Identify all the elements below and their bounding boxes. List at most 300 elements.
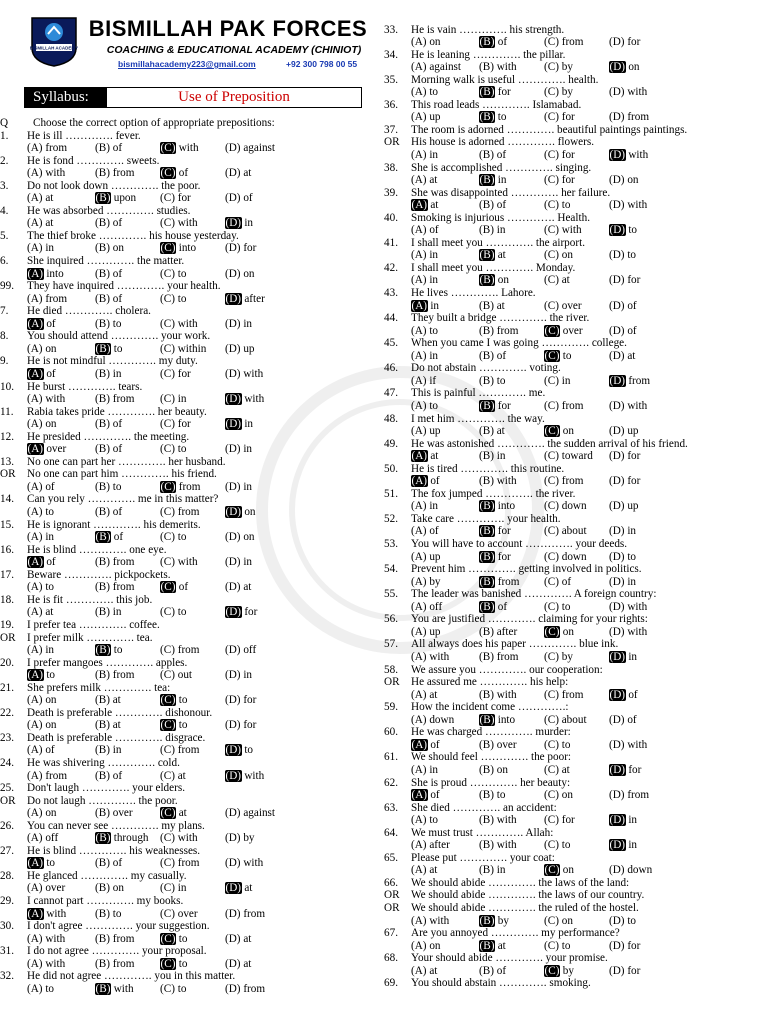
option-c[interactable] bbox=[160, 857, 199, 870]
option-b[interactable] bbox=[95, 606, 121, 619]
option-c[interactable] bbox=[160, 343, 206, 356]
option-c[interactable] bbox=[544, 764, 570, 777]
option-a[interactable] bbox=[27, 293, 67, 306]
option-a[interactable] bbox=[411, 375, 436, 388]
option-c[interactable] bbox=[160, 531, 186, 544]
option-b[interactable] bbox=[479, 274, 509, 287]
option-c[interactable] bbox=[160, 719, 187, 732]
option-b[interactable] bbox=[479, 61, 517, 74]
option-d[interactable] bbox=[609, 965, 640, 978]
option-word: for bbox=[624, 964, 641, 977]
option-d[interactable] bbox=[225, 217, 253, 230]
option-b[interactable] bbox=[95, 393, 134, 406]
option-a[interactable] bbox=[411, 525, 439, 538]
option-c[interactable] bbox=[160, 506, 199, 519]
question-text: No one can part her …………. her husband. bbox=[27, 455, 226, 468]
option-d[interactable] bbox=[225, 268, 255, 281]
option-a[interactable] bbox=[27, 669, 55, 682]
option-c[interactable] bbox=[160, 933, 187, 946]
option-a[interactable] bbox=[411, 839, 450, 852]
option-b[interactable] bbox=[479, 601, 507, 614]
option-a[interactable] bbox=[411, 86, 438, 99]
option-d[interactable] bbox=[609, 789, 649, 802]
option-word: at bbox=[494, 249, 506, 262]
option-c[interactable] bbox=[544, 249, 573, 262]
option-c[interactable] bbox=[544, 576, 571, 589]
option-word: at bbox=[42, 606, 54, 619]
option-c[interactable] bbox=[160, 744, 199, 757]
option-b[interactable] bbox=[95, 770, 122, 783]
option-b[interactable] bbox=[479, 651, 518, 664]
option-c[interactable] bbox=[544, 551, 587, 564]
option-a[interactable] bbox=[27, 908, 66, 921]
option-c[interactable] bbox=[160, 418, 191, 431]
option-c[interactable] bbox=[160, 142, 199, 155]
option-a[interactable] bbox=[411, 576, 441, 589]
option-a[interactable] bbox=[411, 651, 449, 664]
syllabus-bar bbox=[24, 87, 362, 108]
option-c[interactable] bbox=[160, 958, 187, 971]
option-b[interactable] bbox=[95, 268, 122, 281]
option-a[interactable] bbox=[27, 807, 57, 820]
option-a[interactable] bbox=[411, 714, 454, 727]
option-d[interactable] bbox=[609, 651, 637, 664]
option-b[interactable] bbox=[95, 443, 122, 456]
option-letter: (C) bbox=[544, 964, 560, 977]
option-d[interactable] bbox=[225, 719, 256, 732]
option-word: in bbox=[174, 882, 187, 895]
option-d[interactable] bbox=[609, 111, 649, 124]
option-b[interactable] bbox=[95, 581, 134, 594]
option-c[interactable] bbox=[544, 199, 570, 212]
option-a[interactable] bbox=[411, 274, 438, 287]
option-b[interactable] bbox=[95, 217, 122, 230]
option-d[interactable] bbox=[609, 689, 638, 702]
option-b[interactable] bbox=[95, 481, 121, 494]
option-d[interactable] bbox=[225, 318, 252, 331]
option-b[interactable] bbox=[479, 325, 518, 338]
option-letter: (C) bbox=[160, 418, 175, 431]
option-c[interactable] bbox=[544, 739, 570, 752]
option-c[interactable] bbox=[160, 293, 186, 306]
option-d[interactable] bbox=[225, 192, 253, 205]
option-b[interactable] bbox=[95, 343, 122, 356]
option-c[interactable] bbox=[544, 400, 583, 413]
option-c[interactable] bbox=[544, 651, 573, 664]
option-b[interactable] bbox=[95, 293, 122, 306]
option-d[interactable] bbox=[225, 506, 256, 519]
option-a[interactable] bbox=[411, 940, 441, 953]
option-b[interactable] bbox=[479, 36, 507, 49]
option-a[interactable] bbox=[27, 192, 53, 205]
option-d[interactable] bbox=[225, 983, 265, 996]
option-c[interactable] bbox=[544, 61, 573, 74]
option-a[interactable] bbox=[411, 174, 437, 187]
option-b[interactable] bbox=[479, 764, 508, 777]
option-a[interactable] bbox=[27, 832, 58, 845]
option-a[interactable] bbox=[411, 350, 438, 363]
option-b[interactable] bbox=[479, 714, 515, 727]
option-b[interactable] bbox=[95, 933, 134, 946]
option-a[interactable] bbox=[411, 425, 441, 438]
option-d[interactable] bbox=[225, 694, 256, 707]
option-c[interactable] bbox=[160, 908, 198, 921]
option-a[interactable] bbox=[411, 325, 438, 338]
option-c[interactable] bbox=[544, 500, 587, 513]
option-c[interactable] bbox=[544, 300, 582, 313]
option-c[interactable] bbox=[160, 318, 198, 331]
option-d[interactable] bbox=[609, 764, 641, 777]
option-d[interactable] bbox=[225, 908, 265, 921]
option-d[interactable] bbox=[609, 249, 636, 262]
option-c[interactable] bbox=[544, 714, 587, 727]
option-a[interactable] bbox=[27, 242, 54, 255]
option-d[interactable] bbox=[609, 425, 639, 438]
option-a[interactable] bbox=[411, 300, 439, 313]
option-word: on bbox=[625, 61, 640, 74]
option-b[interactable] bbox=[479, 86, 511, 99]
option-c[interactable] bbox=[544, 789, 573, 802]
option-letter: (C) bbox=[160, 342, 175, 355]
option-c[interactable] bbox=[160, 669, 192, 682]
option-a[interactable] bbox=[27, 983, 54, 996]
option-d[interactable] bbox=[225, 882, 252, 895]
option-d[interactable] bbox=[225, 770, 264, 783]
option-a[interactable] bbox=[27, 556, 56, 569]
option-word: in bbox=[240, 480, 253, 493]
option-c[interactable] bbox=[160, 268, 186, 281]
option-a[interactable] bbox=[27, 167, 65, 180]
option-b[interactable] bbox=[479, 576, 519, 589]
option-d[interactable] bbox=[225, 857, 263, 870]
option-c[interactable] bbox=[160, 807, 187, 820]
option-b[interactable] bbox=[95, 669, 134, 682]
option-d[interactable] bbox=[225, 832, 255, 845]
instruction-text: Choose the correct option of appropriate prepositions: bbox=[33, 117, 275, 129]
option-d[interactable] bbox=[225, 556, 252, 569]
option-b[interactable] bbox=[95, 832, 149, 845]
option-a[interactable] bbox=[27, 142, 67, 155]
option-b[interactable] bbox=[479, 915, 509, 928]
option-b[interactable] bbox=[95, 531, 123, 544]
option-d[interactable] bbox=[225, 933, 251, 946]
option-a[interactable] bbox=[411, 739, 440, 752]
option-b[interactable] bbox=[479, 525, 511, 538]
option-c[interactable] bbox=[544, 174, 575, 187]
option-word: up bbox=[240, 342, 255, 355]
option-a[interactable] bbox=[411, 61, 461, 74]
email-link[interactable]: bismillahacademy223@gmail.com bbox=[118, 59, 256, 69]
option-c[interactable] bbox=[160, 832, 198, 845]
option-d[interactable] bbox=[225, 644, 256, 657]
option-b[interactable] bbox=[95, 368, 121, 381]
option-c[interactable] bbox=[544, 274, 570, 287]
option-d[interactable] bbox=[609, 199, 647, 212]
option-a[interactable] bbox=[411, 626, 441, 639]
option-d[interactable] bbox=[609, 814, 637, 827]
option-c[interactable] bbox=[160, 606, 186, 619]
option-a[interactable] bbox=[27, 644, 54, 657]
option-b[interactable] bbox=[479, 350, 506, 363]
option-d[interactable] bbox=[225, 807, 275, 820]
option-a[interactable] bbox=[27, 318, 56, 331]
option-d[interactable] bbox=[225, 343, 255, 356]
option-c[interactable] bbox=[160, 694, 187, 707]
option-b[interactable] bbox=[479, 789, 505, 802]
option-b[interactable] bbox=[479, 224, 505, 237]
option-a[interactable] bbox=[411, 601, 442, 614]
option-d[interactable] bbox=[609, 350, 635, 363]
option-a[interactable] bbox=[411, 864, 437, 877]
option-c[interactable] bbox=[544, 814, 575, 827]
option-a[interactable] bbox=[27, 933, 65, 946]
option-d[interactable] bbox=[609, 375, 650, 388]
option-word: for bbox=[240, 694, 257, 707]
option-d[interactable] bbox=[225, 418, 253, 431]
option-b[interactable] bbox=[479, 149, 506, 162]
option-d[interactable] bbox=[225, 443, 252, 456]
option-row bbox=[411, 814, 751, 827]
option-d[interactable] bbox=[609, 224, 637, 237]
option-d[interactable] bbox=[609, 864, 652, 877]
question-text: Death is preferable …………. dishonour. bbox=[27, 706, 213, 719]
option-c[interactable] bbox=[544, 864, 574, 877]
option-a[interactable] bbox=[411, 36, 441, 49]
option-a[interactable] bbox=[411, 450, 438, 463]
option-d[interactable] bbox=[609, 274, 640, 287]
option-b[interactable] bbox=[95, 857, 122, 870]
option-d[interactable] bbox=[609, 739, 647, 752]
option-c[interactable] bbox=[544, 149, 575, 162]
option-c[interactable] bbox=[544, 475, 583, 488]
option-a[interactable] bbox=[27, 719, 57, 732]
option-b[interactable] bbox=[95, 807, 133, 820]
option-a[interactable] bbox=[411, 814, 438, 827]
option-a[interactable] bbox=[27, 958, 65, 971]
option-c[interactable] bbox=[544, 940, 570, 953]
option-d[interactable] bbox=[609, 61, 640, 74]
option-b[interactable] bbox=[479, 300, 505, 313]
option-c[interactable] bbox=[160, 983, 186, 996]
option-c[interactable] bbox=[160, 882, 186, 895]
option-d[interactable] bbox=[609, 475, 640, 488]
option-d[interactable] bbox=[225, 744, 253, 757]
option-b[interactable] bbox=[95, 506, 122, 519]
option-c[interactable] bbox=[544, 111, 575, 124]
option-a[interactable] bbox=[411, 689, 437, 702]
option-c[interactable] bbox=[160, 242, 196, 255]
option-a[interactable] bbox=[27, 481, 55, 494]
option-d[interactable] bbox=[609, 839, 637, 852]
question-number: 28. bbox=[0, 869, 14, 882]
option-a[interactable] bbox=[411, 111, 441, 124]
option-d[interactable] bbox=[225, 242, 256, 255]
option-a[interactable] bbox=[411, 400, 438, 413]
option-d[interactable] bbox=[609, 626, 647, 639]
option-b[interactable] bbox=[479, 400, 511, 413]
option-c[interactable] bbox=[544, 375, 570, 388]
option-c[interactable] bbox=[544, 626, 574, 639]
option-d[interactable] bbox=[609, 400, 647, 413]
option-c[interactable] bbox=[544, 36, 583, 49]
option-word: in bbox=[240, 556, 253, 569]
question-number: 20. bbox=[0, 656, 14, 669]
option-c[interactable] bbox=[544, 350, 571, 363]
option-b[interactable] bbox=[95, 644, 122, 657]
option-c[interactable] bbox=[160, 770, 186, 783]
option-b[interactable] bbox=[479, 174, 506, 187]
option-word: in bbox=[426, 349, 439, 362]
option-d[interactable] bbox=[609, 714, 637, 727]
option-b[interactable] bbox=[479, 551, 511, 564]
option-c[interactable] bbox=[160, 167, 188, 180]
option-b[interactable] bbox=[95, 983, 134, 996]
option-d[interactable] bbox=[609, 500, 639, 513]
option-b[interactable] bbox=[479, 500, 515, 513]
option-b[interactable] bbox=[95, 318, 121, 331]
option-c[interactable] bbox=[544, 601, 570, 614]
option-d[interactable] bbox=[609, 601, 647, 614]
option-word: from bbox=[558, 475, 584, 488]
option-b[interactable] bbox=[95, 908, 121, 921]
option-d[interactable] bbox=[225, 669, 252, 682]
option-c[interactable] bbox=[544, 915, 573, 928]
option-b[interactable] bbox=[95, 192, 136, 205]
option-a[interactable] bbox=[27, 506, 54, 519]
option-a[interactable] bbox=[411, 224, 439, 237]
option-b[interactable] bbox=[95, 694, 121, 707]
option-b[interactable] bbox=[479, 689, 517, 702]
option-d[interactable] bbox=[609, 149, 648, 162]
option-d[interactable] bbox=[609, 525, 636, 538]
option-a[interactable] bbox=[27, 857, 55, 870]
option-d[interactable] bbox=[609, 300, 637, 313]
option-d[interactable] bbox=[225, 958, 251, 971]
option-d[interactable] bbox=[225, 142, 275, 155]
option-c[interactable] bbox=[544, 965, 574, 978]
option-d[interactable] bbox=[225, 531, 255, 544]
option-d[interactable] bbox=[609, 940, 640, 953]
option-a[interactable] bbox=[27, 531, 54, 544]
option-b[interactable] bbox=[479, 450, 505, 463]
option-a[interactable] bbox=[411, 149, 438, 162]
option-b[interactable] bbox=[95, 142, 122, 155]
option-d[interactable] bbox=[225, 581, 251, 594]
option-c[interactable] bbox=[544, 689, 583, 702]
option-a[interactable] bbox=[27, 393, 65, 406]
option-b[interactable] bbox=[479, 940, 506, 953]
option-b[interactable] bbox=[95, 719, 121, 732]
option-d[interactable] bbox=[609, 450, 640, 463]
option-d[interactable] bbox=[225, 481, 252, 494]
option-a[interactable] bbox=[411, 915, 449, 928]
option-d[interactable] bbox=[225, 167, 251, 180]
option-c[interactable] bbox=[160, 393, 186, 406]
option-b[interactable] bbox=[95, 744, 121, 757]
option-b[interactable] bbox=[479, 814, 517, 827]
option-b[interactable] bbox=[479, 425, 505, 438]
option-d[interactable] bbox=[609, 325, 637, 338]
option-d[interactable] bbox=[609, 576, 636, 589]
option-b[interactable] bbox=[479, 739, 517, 752]
option-a[interactable] bbox=[411, 199, 438, 212]
option-d[interactable] bbox=[225, 368, 263, 381]
option-c[interactable] bbox=[160, 192, 191, 205]
option-c[interactable] bbox=[544, 425, 574, 438]
option-b[interactable] bbox=[479, 626, 517, 639]
option-c[interactable] bbox=[544, 224, 582, 237]
option-a[interactable] bbox=[27, 443, 66, 456]
option-d[interactable] bbox=[609, 551, 636, 564]
option-d[interactable] bbox=[225, 293, 265, 306]
option-c[interactable] bbox=[544, 450, 593, 463]
option-c[interactable] bbox=[544, 525, 587, 538]
option-c[interactable] bbox=[160, 644, 199, 657]
option-a[interactable] bbox=[27, 694, 57, 707]
option-d[interactable] bbox=[225, 606, 257, 619]
option-letter: (A) bbox=[27, 769, 43, 782]
option-c[interactable] bbox=[160, 556, 198, 569]
option-c[interactable] bbox=[160, 581, 188, 594]
option-b[interactable] bbox=[95, 167, 134, 180]
option-c[interactable] bbox=[544, 839, 570, 852]
option-a[interactable] bbox=[27, 418, 57, 431]
option-b[interactable] bbox=[95, 242, 124, 255]
option-a[interactable] bbox=[27, 581, 54, 594]
option-a[interactable] bbox=[27, 770, 67, 783]
option-a[interactable] bbox=[411, 551, 441, 564]
option-a[interactable] bbox=[27, 744, 55, 757]
option-b[interactable] bbox=[95, 556, 134, 569]
option-a[interactable] bbox=[27, 268, 64, 281]
option-a[interactable] bbox=[411, 965, 437, 978]
option-a[interactable] bbox=[411, 764, 438, 777]
option-a[interactable] bbox=[27, 217, 53, 230]
option-c[interactable] bbox=[160, 443, 186, 456]
option-c[interactable] bbox=[160, 217, 198, 230]
option-b[interactable] bbox=[479, 475, 517, 488]
option-c[interactable] bbox=[160, 481, 200, 494]
option-c[interactable] bbox=[544, 86, 573, 99]
option-c[interactable] bbox=[544, 325, 583, 338]
option-b[interactable] bbox=[479, 111, 506, 124]
option-a[interactable] bbox=[27, 368, 56, 381]
option-d[interactable] bbox=[609, 36, 640, 49]
option-b[interactable] bbox=[479, 375, 505, 388]
option-b[interactable] bbox=[479, 839, 517, 852]
option-b[interactable] bbox=[479, 199, 506, 212]
option-a[interactable] bbox=[411, 475, 440, 488]
option-a[interactable] bbox=[27, 606, 53, 619]
option-b[interactable] bbox=[479, 249, 506, 262]
option-a[interactable] bbox=[411, 500, 438, 513]
option-d[interactable] bbox=[609, 174, 639, 187]
option-letter: (C) bbox=[544, 374, 559, 387]
option-b[interactable] bbox=[479, 864, 505, 877]
option-b[interactable] bbox=[479, 965, 506, 978]
option-b[interactable] bbox=[95, 418, 122, 431]
option-a[interactable] bbox=[27, 882, 65, 895]
option-b[interactable] bbox=[95, 958, 134, 971]
option-a[interactable] bbox=[411, 789, 440, 802]
option-d[interactable] bbox=[609, 915, 636, 928]
option-d[interactable] bbox=[609, 86, 647, 99]
option-b[interactable] bbox=[95, 882, 124, 895]
option-d[interactable] bbox=[225, 393, 264, 406]
option-c[interactable] bbox=[160, 368, 191, 381]
option-a[interactable] bbox=[27, 343, 57, 356]
option-a[interactable] bbox=[411, 249, 438, 262]
